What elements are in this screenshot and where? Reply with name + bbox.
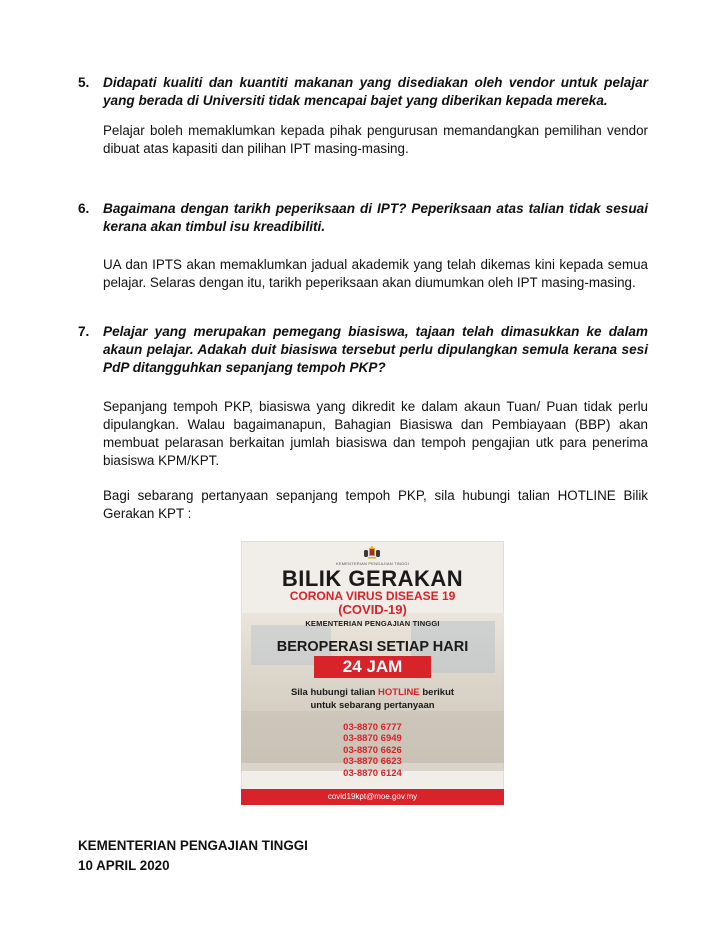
poster-phone-number: 03-8870 6626 [343, 744, 402, 756]
poster-phone-number: 03-8870 6623 [343, 756, 402, 768]
hotline-poster [241, 541, 504, 805]
poster-subtitle: CORONA VIRUS DISEASE 19 [289, 589, 456, 603]
faq-item-6 [78, 200, 648, 302]
poster-phone-number: 03-8870 6777 [343, 722, 402, 733]
faq-question [78, 323, 648, 377]
faq-question-text: Bagaimana dengan tarikh peperiksaan di IPT? Peperiksaan atas talian tidak sesuai kerana akan timbul isu kreadibiliti. [103, 201, 648, 234]
poster-call-text [241, 686, 504, 712]
poster-hours-badge: 24 JAM [314, 656, 431, 678]
poster-ministry-small: KEMENTERIAN PENGAJIAN TINGGI [335, 561, 410, 566]
poster-title: BILIK GERAKAN [281, 566, 464, 591]
poster-phone-number: 03-8870 6124 [343, 767, 402, 779]
poster-call-line2: untuk sebarang pertanyaan [310, 700, 435, 711]
signoff-organisation: KEMENTERIAN PENGAJIAN TINGGI [78, 838, 308, 853]
faq-item-7 [78, 323, 648, 480]
faq-number: 6. [78, 201, 90, 216]
poster-operation: BEROPERASI SETIAP HARI [276, 639, 469, 655]
faq-question [78, 74, 648, 110]
hotline-note: Bagi sebarang pertanyaan sepanjang tempoh PKP, sila hubungi talian HOTLINE Bilik Gerakan KPT : [103, 488, 648, 521]
coat-of-arms-icon [363, 546, 381, 559]
faq-answer-paragraph: Sepanjang tempoh PKP, biasiswa yang dikredit ke dalam akaun Tuan/ Puan tidak perlu dipulangkan. Walau bagaimanapun, Bahagian Biasiswa dan Pembiayaan (BBP) akan membuat pelarasan berkaitan jumlah biasiswa dan tempoh pengajian utk para penerima biasiswa KPM/KPT. [103, 399, 648, 468]
faq-answer-paragraph: Pelajar boleh memaklumkan kepada pihak pengurusan memandangkan pemilihan vendor dibuat atas kapasiti dan pilihan IPT masing-masing. [103, 123, 648, 156]
faq-number: 7. [78, 324, 90, 339]
poster-subtitle-2: (COVID-19) [338, 602, 407, 617]
faq-number: 5. [78, 75, 90, 90]
poster-call-pre: Sila hubungi talian [290, 687, 379, 698]
faq-question-text: Pelajar yang merupakan pemegang biasiswa, tajaan telah dimasukkan ke dalam akaun pelajar. Adakah duit biasiswa tersebut perlu dipulangkan semula kerana sesi PdP ditangguhkan sepanjang tempoh PKP? [103, 324, 648, 375]
poster-email: covid19kpt@moe.gov.my [241, 789, 504, 805]
signoff [78, 836, 308, 876]
faq-answer [103, 398, 648, 470]
poster-call-post: berikut [419, 687, 455, 698]
poster-phone-number: 03-8870 6949 [343, 733, 402, 745]
poster-phone-list [241, 722, 504, 779]
faq-item-5 [78, 74, 648, 168]
faq-answer-paragraph: UA dan IPTS akan memaklumkan jadual akademik yang telah dikemas kini kepada semua pelajar. Selaras dengan itu, tarikh peperiksaan akan diumumkan oleh IPT masing-masing. [103, 257, 648, 290]
poster-hotline-highlight: HOTLINE [378, 687, 420, 698]
poster-ministry: KEMENTERIAN PENGAJIAN TINGGI [305, 619, 440, 628]
faq-answer [103, 256, 648, 292]
signoff-date: 10 APRIL 2020 [78, 858, 170, 873]
faq-answer [103, 122, 648, 158]
faq-question [78, 200, 648, 236]
faq-question-text: Didapati kualiti dan kuantiti makanan yang disediakan oleh vendor untuk pelajar yang berada di Universiti tidak mencapai bajet yang diberikan kepada mereka. [103, 75, 648, 108]
